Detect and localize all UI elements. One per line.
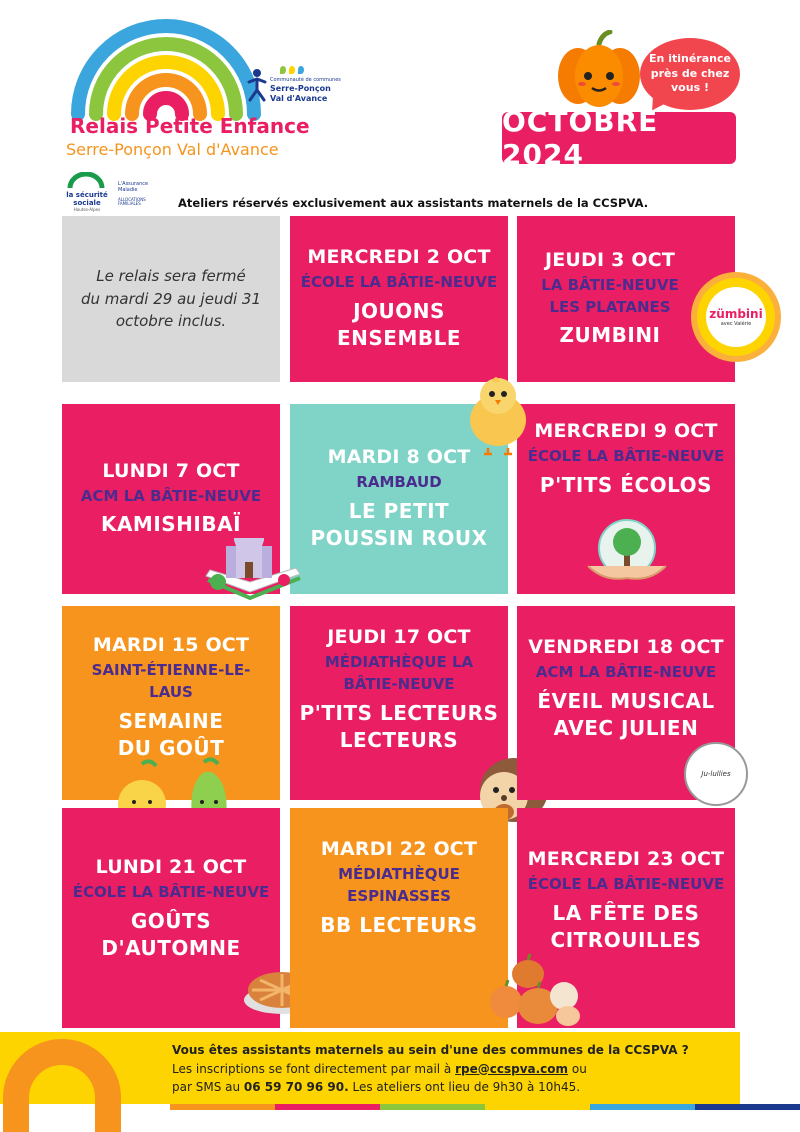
rainbow-logo [66,14,266,124]
event-place: LES PLATANES [549,297,671,316]
community-drops [280,66,304,74]
event-place: SAINT-ÉTIENNE-LE-LAUS [91,661,251,701]
event-title: BB LECTEURS [320,912,478,937]
email-link[interactable]: rpe@ccspva.com [455,1061,569,1076]
event-title: LA FÊTE DES [552,900,700,925]
pumpkin-icon [554,30,644,110]
badge-line-3: vous ! [671,81,709,95]
event-title: D'AUTOMNE [101,935,241,960]
community-name-1: Serre-Ponçon [270,84,331,93]
event-title: DU GOÛT [117,735,225,760]
event-date: MERCREDI 2 OCT [307,246,491,269]
org-name: Relais Petite Enfance [70,114,310,138]
month-banner [502,105,736,171]
footer-line-3b: Les ateliers ont lieu de 9h30 à 10h45. [348,1080,581,1095]
event-date: MARDI 8 OCT [327,446,471,469]
footer-line-2b: ou [568,1061,587,1076]
chick-icon [462,370,534,456]
closed-line-3: octobre inclus. [115,312,227,331]
event-title: CITROUILLES [550,927,702,952]
event-place: LA BÂTIE-NEUVE [541,275,679,294]
event-title: KAMISHIBAÏ [100,512,242,537]
event-date: MARDI 15 OCT [92,634,250,656]
badge-line-1: En itinérance [649,51,731,65]
event-place: MÉDIATHÈQUE LA [324,653,474,671]
month-title: OCTOBRE 2024 [502,105,659,171]
event-date: LUNDI 21 OCT [95,856,247,878]
event-title: P'TITS ÉCOLOS [539,472,713,497]
partner-1-sub: Hautes-Alpes [73,207,101,213]
event-title: AVEC JULIEN [553,715,699,740]
event-place: MÉDIATHÈQUE [338,865,460,883]
org-subtitle: Serre-Ponçon Val d'Avance [66,140,279,159]
event-title: ZUMBINI [559,323,661,348]
phone-number[interactable]: 06 59 70 96 90. [243,1080,349,1095]
event-title: LECTEURS [339,727,459,752]
partner-secu-logo [66,172,108,212]
julien-logo [684,742,748,806]
footer-line-3 [172,1078,772,1097]
footer-info [172,1041,772,1097]
castle-book-icon [200,516,306,606]
badge-line-2: près de chez [650,66,730,80]
event-title: GOÛTS [130,908,212,933]
event-place: ÉCOLE LA BÂTIE-NEUVE [527,447,725,465]
event-place: ESPINASSES [347,886,451,905]
closed-notice-tile [62,216,280,382]
event-tile-oct-22 [290,808,508,1028]
secu-arc-icon [66,172,106,188]
event-place: ÉCOLE LA BÂTIE-NEUVE [527,875,725,893]
zumbini-sub: avec Valérie [720,321,752,327]
partner-3-label: ALLOCATIONS FAMILIALES [118,197,146,207]
closed-line-1: Le relais sera fermé [96,267,246,286]
event-date: MARDI 22 OCT [320,838,478,860]
zumbini-label: zümbini [709,307,763,321]
zumbini-logo [697,278,775,356]
event-date: JEUDI 17 OCT [327,626,471,648]
community-logo-icon [246,68,268,102]
footer-question: Vous êtes assistants maternels au sein d'une des communes de la CCSPVA ? [172,1043,689,1057]
footer-line-2 [172,1060,772,1079]
event-title: JOUONS ENSEMBLE [336,298,462,350]
event-title: POUSSIN ROUX [310,525,488,550]
community-small: Communauté de communes [270,77,341,83]
julien-logo-label: Ju-lullies [701,770,731,778]
event-title: SEMAINE [118,708,224,733]
closed-line-2: du mardi 29 au jeudi 31 [81,289,261,308]
event-place: BÂTIE-NEUVE [343,674,455,693]
tree-hands-icon [582,516,672,586]
event-title: P'TITS LECTEURS [299,700,499,725]
event-date: VENDREDI 18 OCT [528,636,724,658]
event-title: LE PETIT [348,498,450,523]
partner-1-label: la sécurité sociale [66,191,108,207]
community-name-2: Val d'Avance [270,94,328,103]
event-date: JEUDI 3 OCT [544,248,676,271]
event-place: ÉCOLE LA BÂTIE-NEUVE [72,883,270,901]
event-date: MERCREDI 9 OCT [534,420,718,442]
event-place: ACM LA BÂTIE-NEUVE [535,663,717,681]
intro-text: Ateliers réservés exclusivement aux assistants maternels de la CCSPVA. [178,196,649,210]
footer-stripe [170,1104,800,1110]
event-place: ÉCOLE LA BÂTIE-NEUVE [300,273,498,292]
footer-line-2a: Les inscriptions se font directement par mail à [172,1061,456,1076]
pumpkins-pile-icon [488,950,582,1030]
event-place: ACM LA BÂTIE-NEUVE [80,486,262,505]
event-date: MERCREDI 23 OCT [527,848,725,870]
footer-line-3a: par SMS au [172,1080,244,1095]
partner-2-label: L'Assurance Maladie [118,181,149,193]
event-date: LUNDI 7 OCT [102,459,240,482]
event-tile-oct-2 [290,216,508,382]
event-title: ÉVEIL MUSICAL [537,688,715,713]
event-place: RAMBAUD [356,473,442,492]
footer-arc-decor [0,1028,160,1132]
